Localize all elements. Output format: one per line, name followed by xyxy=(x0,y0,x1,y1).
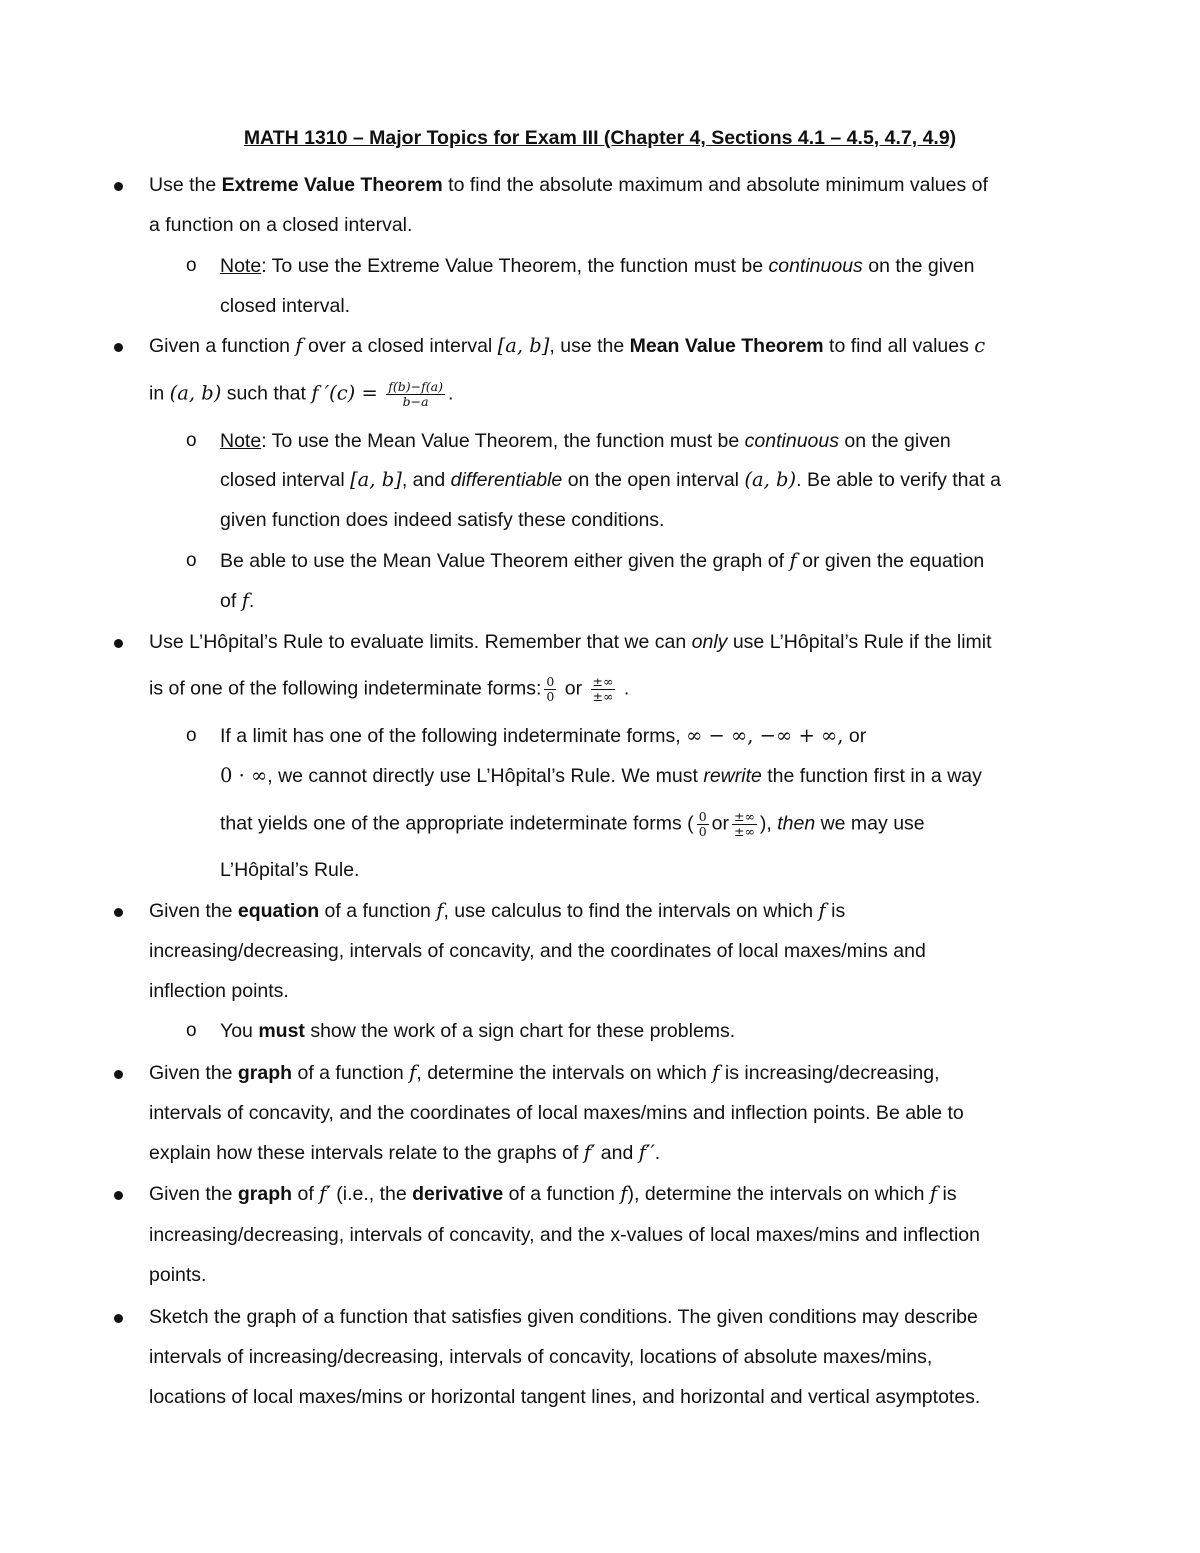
mvt-note-line-1: Note: To use the Mean Value Theorem, the function must be continuous on the given xyxy=(220,430,951,452)
lhopital-sub-line-2: 0 · ∞, we cannot directly use L’Hôpital’s Rule. We must rewrite the function first in a way xyxy=(220,764,982,787)
lhopital-sub-line-3: that yields one of the appropriate indeterminate forms ( $\frac{0}{0}$ or $\frac{\pm\infty}{\pm\infty}$ ), then we may use xyxy=(220,809,925,839)
mvt-sub2-line-2: of f. xyxy=(220,589,255,612)
graph-f-line-3: explain how these intervals relate to the graphs of f′ and f′′. xyxy=(149,1141,661,1164)
lhopital-sub-line-1: If a limit has one of the following indeterminate forms, ∞ − ∞, −∞ + ∞, or xyxy=(220,724,867,747)
bullet-icon xyxy=(114,1191,123,1200)
lhopital-line-1: Use L’Hôpital’s Rule to evaluate limits. Remember that we can only use L’Hôpital’s Rule if the limit xyxy=(149,631,992,653)
sketch-line-1: Sketch the graph of a function that satisfies given conditions. The given conditions may describe xyxy=(149,1306,978,1328)
mvt-sub2-line-1: Be able to use the Mean Value Theorem either given the graph of f or given the equation xyxy=(220,549,985,572)
evt-line-2: a function on a closed interval. xyxy=(149,214,413,236)
equation-line-2: increasing/decreasing, intervals of concavity, and the coordinates of local maxes/mins and xyxy=(149,940,926,962)
mvt-note-line-3: given function does indeed satisfy these conditions. xyxy=(220,509,665,531)
zero-over-zero-fraction: $\frac{0}{0}$ xyxy=(698,809,707,839)
graph-fp-line-1: Given the graph of f′ (i.e., the derivative of a function f), determine the intervals on which f is xyxy=(149,1182,957,1205)
equation-line-1: Given the equation of a function f, use calculus to find the intervals on which f is xyxy=(149,899,846,922)
sub-bullet-icon: o xyxy=(186,550,197,571)
mvt-line-1: Given a function f over a closed interval [a, b], use the Mean Value Theorem to find all values c xyxy=(149,334,986,357)
sub-bullet-icon: o xyxy=(186,725,197,746)
inf-over-inf-fraction: $\frac{\pm\infty}{\pm\infty}$ xyxy=(592,674,614,704)
graph-fp-line-3: points. xyxy=(149,1264,207,1286)
bullet-icon xyxy=(114,639,123,648)
sub-bullet-icon: o xyxy=(186,255,197,276)
inf-over-inf-fraction: $\frac{\pm\infty}{\pm\infty}$ xyxy=(733,809,755,839)
equation-sub-line: You must show the work of a sign chart for these problems. xyxy=(220,1020,736,1042)
evt-line-1: Use the Extreme Value Theorem to find the absolute maximum and absolute minimum values of xyxy=(149,174,988,196)
sketch-line-2: intervals of increasing/decreasing, intervals of concavity, locations of absolute maxes/mins, xyxy=(149,1346,933,1368)
bullet-icon xyxy=(114,908,123,917)
zero-over-zero-fraction: $\frac{0}{0}$ xyxy=(546,674,555,704)
sub-bullet-icon: o xyxy=(186,1020,197,1041)
mvt-line-2: in (a, b) such that f ′(c) = $\frac{f(b)-f(a)}{b-a}$ . xyxy=(149,379,454,409)
graph-f-line-1: Given the graph of a function f, determine the intervals on which f is increasing/decreasing, xyxy=(149,1061,940,1084)
page-title: MATH 1310 – Major Topics for Exam III (Chapter 4, Sections 4.1 – 4.5, 4.7, 4.9) xyxy=(243,127,957,149)
bullet-icon xyxy=(114,1070,123,1079)
evt-note-line-2: closed interval. xyxy=(220,295,351,317)
mvt-fraction: $\frac{f(b)-f(a)}{b-a}$ xyxy=(388,379,443,409)
equation-line-3: inflection points. xyxy=(149,980,289,1002)
sketch-line-3: locations of local maxes/mins or horizontal tangent lines, and horizontal and vertical asymptotes. xyxy=(149,1386,981,1408)
lhopital-sub-line-4: L’Hôpital’s Rule. xyxy=(220,859,360,881)
graph-fp-line-2: increasing/decreasing, intervals of concavity, and the x-values of local maxes/mins and inflection xyxy=(149,1224,980,1246)
sub-bullet-icon: o xyxy=(186,430,197,451)
graph-f-line-2: intervals of concavity, and the coordinates of local maxes/mins and inflection points. Be able to xyxy=(149,1102,964,1124)
bullet-icon xyxy=(114,1314,123,1323)
evt-note-line-1: Note: To use the Extreme Value Theorem, the function must be continuous on the given xyxy=(220,255,975,277)
lhopital-line-2: is of one of the following indeterminate forms: $\frac{0}{0}$ or $\frac{\pm\infty}{\pm\infty}$ . xyxy=(149,674,630,704)
mvt-note-line-2: closed interval [a, b], and differentiable on the open interval (a, b). Be able to verify that a xyxy=(220,468,1002,491)
bullet-icon xyxy=(114,343,123,352)
bullet-icon xyxy=(114,182,123,191)
